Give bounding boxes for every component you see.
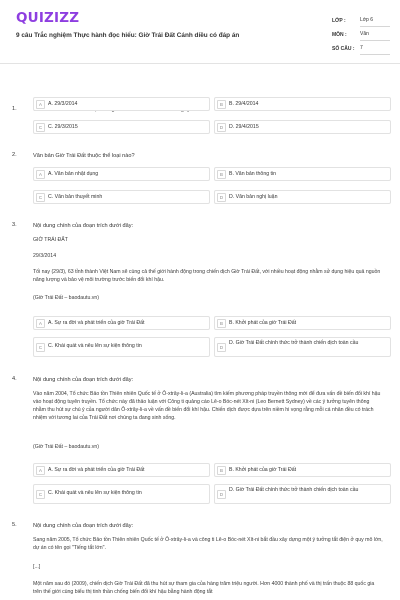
passage-text: Tối nay (29/3), 63 tỉnh thành Việt Nam sẽ cùng cả thế giới hành động trong chiến dịch Giờ Trái Đất, với nhiều hoạt động nhằm sử dụng hiệu quả nguồn năng lượng và bảo vệ môi trường trước biến đổi khí hậu. <box>33 269 381 283</box>
answer-option-b[interactable] <box>214 463 391 477</box>
option-text: B. 29/4/2014 <box>229 101 259 107</box>
passage-date: 29/3/2014 <box>33 253 57 259</box>
question-number: 3. <box>12 222 17 228</box>
option-letter: B <box>217 170 226 179</box>
passage-source: (Giờ Trái Đất – baodautu.vn) <box>33 444 99 450</box>
question-text: Văn bản Giờ Trái Đất thuộc thể loại nào? <box>33 153 135 159</box>
question-number: 4. <box>12 376 17 382</box>
passage-text: Vào năm 2004, Tổ chức Bảo tồn Thiên nhiên Quốc tế ở Ô-xtrây-li-a (Australia) tìm kiếm phương pháp truyền thông mới để đưa vấn đề biến đổi khí hậu vào hoạt động tuyên truyền. Tổ chức này đã thảo luận với Công ti quảng cáo Lê-o Bóc-nét Xít-ni (Leo Bernett Sydney) về các ý tưởng tuyên thông nhằm thu hút sự chú ý của người dân Ô-xtrây-li-a về vấn đề biến đổi khí hậu. Chiến dịch được dựa trên niềm hi vọng rằng mỗi cá nhân đều có trách nhiệm với tương lai của Trái Đất nơi chúng ta đang sinh sống. <box>33 391 381 421</box>
option-text: D. Giờ Trái Đất chính thức trở thành chiến dịch toàn cầu <box>229 487 359 493</box>
option-letter: D <box>217 343 226 352</box>
option-letter: C <box>36 123 45 132</box>
passage-text: Sang năm 2005, Tổ chức Bảo tồn Thiên nhiên Quốc tế ở Ô-xtrây-li-a và công ti Lê-o Bóc-nét Xít-ni bắt đầu xây dựng một ý tưởng tắt điện ở quy mô lớn, dự án có tên gọi "Tiếng tắt lớn". <box>33 537 383 551</box>
answer-option-c[interactable] <box>33 120 210 134</box>
answer-option-c[interactable] <box>33 190 210 204</box>
question-text: Nội dung chính của đoạn trích dưới đây: <box>33 377 134 383</box>
page-title: 9 câu Trắc nghiệm Thực hành đọc hiểu: Giờ Trái Đất Cánh diều có đáp án <box>16 32 240 39</box>
option-letter: B <box>217 466 226 475</box>
answer-option-d[interactable] <box>214 337 391 357</box>
question-text: Nội dung chính của đoạn trích dưới đây: <box>33 523 134 529</box>
meta-label: LỚP : <box>332 18 346 24</box>
option-letter: C <box>36 490 45 499</box>
passage-heading: GIỜ TRÁI ĐẤT <box>33 237 68 243</box>
class-field[interactable]: Lớp 6 <box>360 15 390 27</box>
option-letter: D <box>217 123 226 132</box>
answer-option-a[interactable] <box>33 167 210 181</box>
passage-source: (Giờ Trái Đất – baodautu.vn) <box>33 295 99 301</box>
option-text: C. Khái quát và nêu lên sự kiện thông tin <box>48 343 142 349</box>
passage-text: Một năm sau đó (2009), chiến dịch Giờ Trái Đất đã thu hút sự tham gia của hàng trăm triệu người. Hơn 4000 thành phố và thị trấn thuộc 88 quốc gia trên thế giới cùng biểu thị tinh thần chống biến đổi khí hậu bằng hành động tắt <box>33 581 375 595</box>
answer-option-c[interactable] <box>33 337 210 357</box>
option-text: B. Khởi phát của giờ Trái Đất <box>229 467 297 473</box>
question-text: Nội dung chính của đoạn trích dưới đây: <box>33 223 134 229</box>
header-divider <box>0 63 400 64</box>
answer-option-d[interactable] <box>214 190 391 204</box>
answer-option-a[interactable] <box>33 316 210 330</box>
option-text: C. Văn bản thuyết minh <box>48 194 103 200</box>
meta-row-class <box>332 14 390 28</box>
option-text: B. Khởi phát của giờ Trái Đất <box>229 320 297 326</box>
option-text: A. 29/3/2014 <box>48 101 78 107</box>
option-text: A. Sự ra đời và phát triển của giờ Trái Đất <box>48 467 145 473</box>
option-letter: A <box>36 100 45 109</box>
option-text: C. 29/3/2015 <box>48 124 78 130</box>
brand-logo[interactable]: QUIZIZZ <box>16 10 80 26</box>
worksheet-header <box>0 0 400 66</box>
meta-label: MÔN : <box>332 32 347 38</box>
option-letter: B <box>217 100 226 109</box>
option-text: D. Giờ Trái Đất chính thức trở thành chiến dịch toàn cầu <box>229 340 359 346</box>
option-text: A. Sự ra đời và phát triển của giờ Trái Đất <box>48 320 145 326</box>
answer-option-b[interactable] <box>214 316 391 330</box>
option-letter: A <box>36 170 45 179</box>
option-text: D. 29/4/2015 <box>229 124 259 130</box>
option-text: B. Văn bản thông tin <box>229 171 277 177</box>
meta-row-subject <box>332 28 390 42</box>
option-letter: C <box>36 343 45 352</box>
option-text: A. Văn bản nhật dụng <box>48 171 99 177</box>
question-number: 2. <box>12 152 17 158</box>
question-count-field[interactable]: 7 <box>360 43 390 55</box>
answer-option-d[interactable] <box>214 120 391 134</box>
passage-ellipsis: [...] <box>33 564 41 570</box>
answer-option-b[interactable] <box>214 167 391 181</box>
answer-option-a[interactable] <box>33 463 210 477</box>
option-letter: B <box>217 319 226 328</box>
answer-option-c[interactable] <box>33 484 210 504</box>
question-number: 1. <box>12 106 17 112</box>
option-text: D. Văn bản nghị luận <box>229 194 278 200</box>
question-number: 5. <box>12 522 17 528</box>
answer-option-a[interactable] <box>33 97 210 111</box>
option-letter: A <box>36 466 45 475</box>
answer-option-b[interactable] <box>214 97 391 111</box>
answer-option-d[interactable] <box>214 484 391 504</box>
option-text: C. Khái quát và nêu lên sự kiện thông tin <box>48 490 142 496</box>
option-letter: D <box>217 193 226 202</box>
meta-label: SỐ CÂU : <box>332 46 355 52</box>
subject-field[interactable]: Văn <box>360 29 390 41</box>
meta-panel <box>332 14 390 56</box>
meta-row-count <box>332 42 390 56</box>
option-letter: C <box>36 193 45 202</box>
option-letter: D <box>217 490 226 499</box>
option-letter: A <box>36 319 45 328</box>
